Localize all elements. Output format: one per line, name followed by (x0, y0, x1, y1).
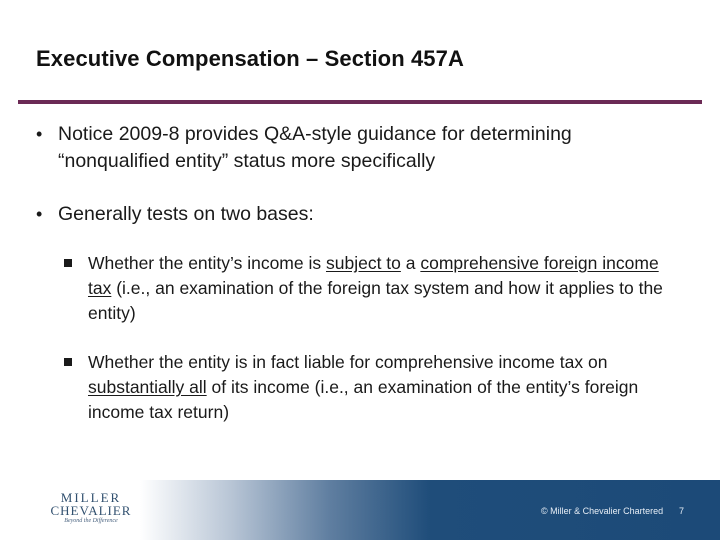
sub-bullet-text: Whether the entity’s income is subject to a comprehensive foreign income tax (i.e., an examination of the foreign tax system and how it applies to the entity) (88, 253, 663, 323)
logo-line-2: CHEVALIER (50, 503, 132, 518)
bullet-dot-icon: • (36, 204, 43, 224)
sub-bullet-text: Whether the entity is in fact liable for comprehensive income tax on substantially all of its income (i.e., an examination of the entity’s foreign income tax return) (88, 352, 639, 422)
bullet-tests (36, 201, 686, 228)
square-bullet-icon (64, 259, 72, 267)
sub-bullet-income-tax (64, 251, 684, 326)
title-divider (18, 100, 702, 104)
bullet-dot-icon: • (36, 124, 43, 144)
logo-line-1: MILLER (60, 490, 122, 505)
logo-tagline: Beyond the Difference (64, 518, 118, 524)
underlined-term: substantially all (88, 377, 207, 397)
company-logo (36, 491, 146, 526)
underlined-term: subject to (325, 253, 401, 273)
underlined-term: comprehensive foreign income tax (88, 253, 659, 298)
bullet-text: Notice 2009-8 provides Q&A-style guidance for determining “nonqualified entity” status more specifically (58, 123, 572, 172)
bullet-notice (36, 121, 686, 175)
bullet-text: Generally tests on two bases: (58, 203, 314, 225)
slide-title: Executive Compensation – Section 457A (36, 46, 464, 71)
page-number: 7 (679, 506, 685, 516)
square-bullet-icon (64, 358, 72, 366)
copyright-notice: © Miller & Chevalier Chartered (541, 506, 664, 516)
sub-bullet-liability (64, 350, 684, 425)
